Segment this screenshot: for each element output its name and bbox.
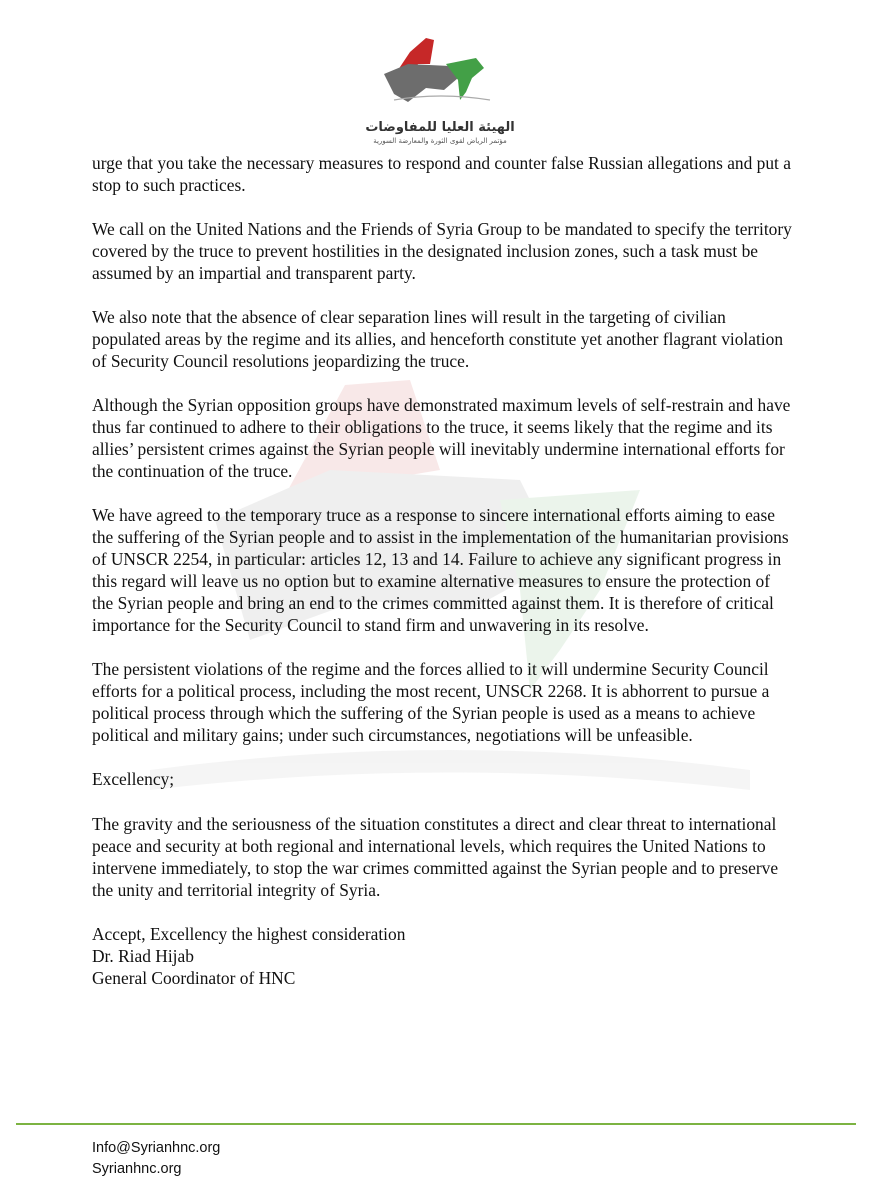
paragraph: The gravity and the seriousness of the situation constitutes a direct and clear threat to international peace and security at both regional and international levels, which requires the United Nations to intervene immediately, to stop the war crimes committed against the Syrian people and to preserve the unity and territorial integrity of Syria.: [92, 814, 779, 900]
footer: [92, 1138, 220, 1180]
signatory-name: Dr. Riad Hijab: [92, 946, 194, 966]
letterhead-title: [355, 120, 525, 146]
paragraph: We call on the United Nations and the Friends of Syria Group to be mandated to specify the territory covered by the truce to prevent hostilities in the designated inclusion zones, such a task must be assumed by an impartial and transparent party.: [92, 219, 792, 283]
org-subtitle-arabic: مؤتمر الرياض لقوى الثورة والمعارضة السورية: [373, 137, 507, 145]
org-name-arabic: الهيئة العليا للمفاوضات: [365, 120, 515, 135]
footer-divider: [16, 1123, 856, 1125]
footer-website-link[interactable]: Syrianhnc.org: [92, 1161, 182, 1177]
letter-body: [92, 152, 792, 989]
footer-email-link[interactable]: Info@Syrianhnc.org: [92, 1140, 221, 1156]
signatory-title: General Coordinator of HNC: [92, 968, 296, 988]
paragraph: We have agreed to the temporary truce as a response to sincere international efforts aiming to ease the suffering of the Syrian people and to assist in the implementation of the humanitarian provisions of UNSCR 2254, in particular: articles 12, 13 and 14. Failure to achieve any significant progress in this regard will leave us no option but to examine alternative measures to ensure the protection of the Syrian people and bring an end to the crimes committed against them. It is therefore of critical importance for the Security Council to stand firm and unwavering in its resolve.: [92, 505, 789, 635]
hnc-logo-icon: [380, 34, 500, 108]
paragraph: The persistent violations of the regime and the forces allied to it will undermine Security Council efforts for a political process, including the most recent, UNSCR 2268. It is abhorrent to pursue a political process through which the suffering of the Syrian people is used as a means to achieve political and military gains; under such circumstances, negotiations will be unfeasible.: [92, 659, 770, 745]
salutation: Excellency;: [92, 769, 175, 789]
closing-line: Accept, Excellency the highest consideration: [92, 924, 406, 944]
paragraph: Although the Syrian opposition groups have demonstrated maximum levels of self-restrain and have thus far continued to adhere to their obligations to the truce, it seems likely that the regime and its allies’ persistent crimes against the Syrian people will inevitably undermine international efforts for the continuation of the truce.: [92, 395, 791, 481]
paragraph: urge that you take the necessary measures to respond and counter false Russian allegations and put a stop to such practices.: [92, 153, 791, 195]
paragraph: We also note that the absence of clear separation lines will result in the targeting of civilian populated areas by the regime and its allies, and henceforth constitute yet another flagrant violation of Security Council resolutions jeopardizing the truce.: [92, 307, 784, 371]
